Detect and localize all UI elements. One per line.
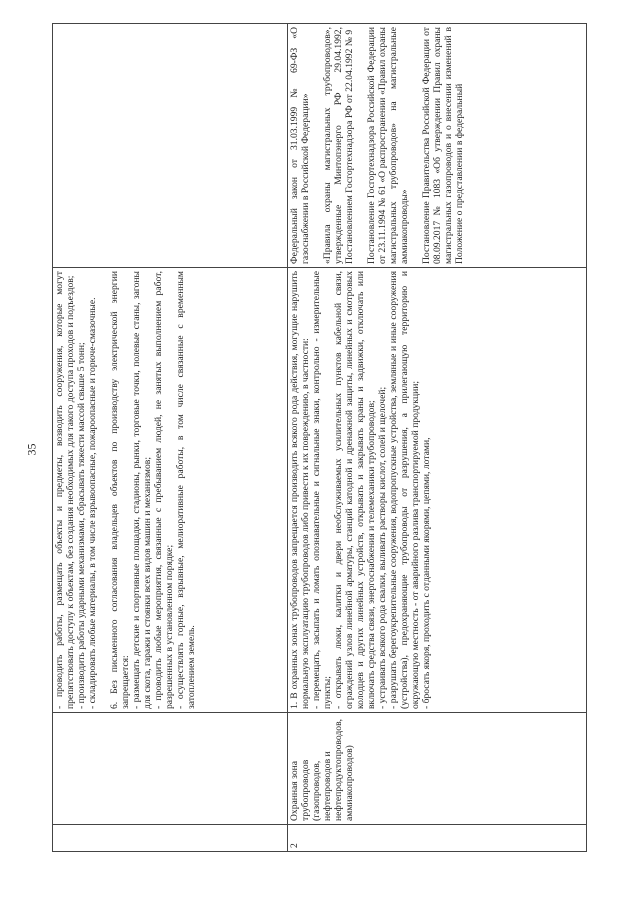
paragraph: 6. Без письменного согласования владельцев объектов по производству электрической энергии запрещается:: [109, 271, 131, 709]
paragraph: - размещать детские и спортивные площадки, стадионы, рынки, торговые точки, полевые станы, загоны для скота, гаражи и стоянки всех видов машин и механизмов;: [131, 271, 153, 709]
paragraph-gap: [410, 27, 421, 264]
paragraph-gap: [98, 271, 109, 709]
paragraph: - проводить работы, размещать объекты и предметы, возводить сооружения, которые могут препятствовать доступу к объектам, без создания необходимых для такого доступа проходов и подъездов;: [54, 271, 76, 709]
paragraph: Постановление Госгортехнадзора Российской Федерации от 23.11.1994 № 61 «О распространении «Правил охраны магистральных трубопроводов» на магистральные аммиакопроводы»: [366, 27, 410, 264]
paragraph: - складировать любые материалы, в том числе взрывоопасные, пожароопасные и горюче-смазочные.: [87, 297, 98, 709]
paragraph: Постановление Правительства Российской Федерации от 08.09.2017 № 1083 «Об утверждении Правил охраны магистральных газопроводов и о внесении изменений в Положение о представлении в федеральный: [421, 27, 465, 264]
object-cell: Охранная зона трубопроводов (газопроводов, нефтепроводов и нефтепродуктопроводов, аммиакопроводов): [288, 713, 587, 825]
object-cell: [53, 713, 288, 825]
paragraph: - проводить любые мероприятия, связанные с пребыванием людей, не занятых выполнением работ, разрешенных в установленном порядке;: [153, 271, 175, 709]
paragraph: - осуществлять горные, взрывные, мелиоративные работы, в том числе связанные с временным затоплением земель.: [175, 271, 197, 709]
paragraph-gap: [311, 27, 322, 264]
legal-basis-cell: [53, 24, 288, 268]
paragraph: 1. В охранных зонах трубопроводов запрещается производить всякого рода действия, могущие нарушить нормальную эксплуатацию трубопроводов либо привести к их повреждению, в частности:: [289, 271, 311, 709]
paragraph: - устраивать всякого рода свалки, выливать растворы кислот, солей и щелочей;: [377, 386, 388, 709]
row-number-cell: [53, 825, 288, 852]
page-number: 35: [24, 443, 39, 456]
legal-basis-cell: [288, 24, 587, 268]
table-row: [53, 24, 288, 852]
paragraph-gap: [355, 27, 366, 264]
restrictions-table: [52, 23, 587, 852]
restrictions-cell: [288, 268, 587, 713]
rotated-page-content: [52, 27, 592, 852]
paragraph: - бросать якоря, проходить с отданными якорями, цепями, лотами,: [421, 437, 432, 709]
paragraph: - открывать люки, калитки и двери необслуживаемых усилительных пунктов кабельной связи, ограждений узлов линейной арматуры, станций катодной и дренажной защиты, линейных и смотровых колодцев и других линейных устройств, открывать и закрывать краны и задвижки, отключать или включать средства связи, энергоснабжения и телемеханики трубопроводов;: [333, 271, 377, 709]
paragraph: - разрушать берегоукрепительные сооружения, водопропускные устройства, земляные и иные сооружения (устройства), предохраняющие трубопроводы от разрушения, а прилегающую территорию и окружающую местность - от аварийного разлива транспортируемой продукции;: [388, 271, 421, 709]
row-number-cell: 2: [288, 825, 587, 852]
restrictions-cell: [53, 268, 288, 713]
paragraph: - перемещать, засыпать и ломать опознавательные и сигнальные знаки, контрольно - измерительные пункты;: [311, 271, 333, 709]
paragraph: Федеральный закон от 31.03.1999 № 69-ФЗ «О газоснабжении в Российской Федерации»: [289, 27, 311, 264]
paragraph: «Правила охраны магистральных трубопроводов», утвержденные Минтопэнерго РФ 29.04.1992, Постановлением Госгортехнадзора РФ от 22.04.1992 № 9: [322, 27, 355, 264]
paragraph: - производить работы ударными механизмами, сбрасывать тяжести массой свыше 5 тонн;: [76, 342, 87, 709]
table-row: [288, 24, 587, 852]
